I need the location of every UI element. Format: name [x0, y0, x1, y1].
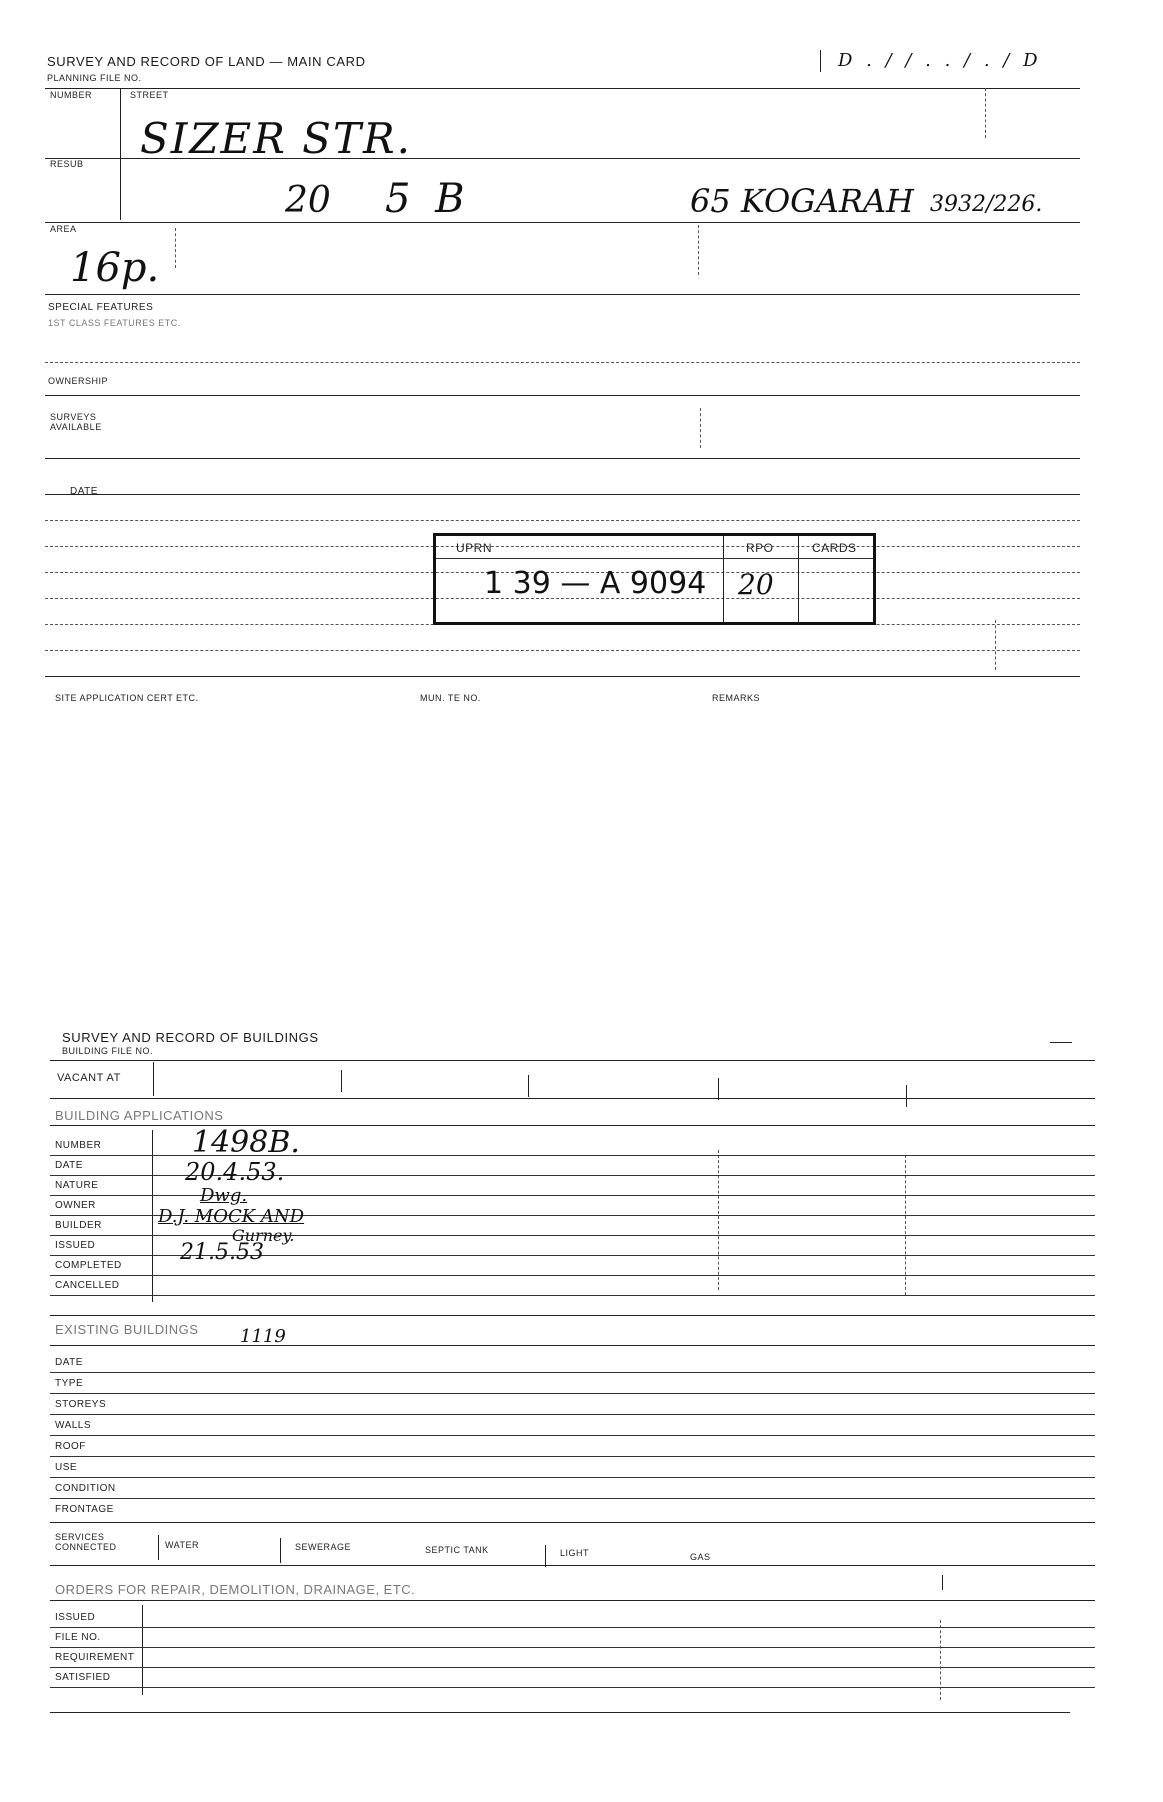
surveys-rule [45, 395, 1080, 396]
divider [280, 1538, 281, 1563]
divider [158, 1535, 159, 1560]
ba-completed-label: COMPLETED [55, 1260, 122, 1271]
street-name: SIZER STR. [140, 114, 412, 163]
septic-tank-label: SEPTIC TANK [425, 1545, 489, 1555]
cards-label: CARDS [812, 541, 857, 555]
header-rule [45, 88, 1080, 89]
ba-date-value: 20.4.53. [185, 1158, 285, 1186]
ba-owner2-value: Gurney. [232, 1226, 295, 1245]
date-section-rule [45, 458, 1080, 459]
uprn-label: UPRN [456, 541, 493, 555]
divider [700, 408, 701, 448]
uprn-divider [723, 536, 724, 622]
uprn-value: 1 39 — A 9094 [484, 566, 707, 601]
services-rule [50, 1565, 1095, 1566]
rpo-label: RPO [746, 541, 774, 555]
roof-label: ROOF [55, 1441, 86, 1452]
ex-row [50, 1372, 1095, 1373]
resub-rule [45, 158, 1080, 159]
site-notes-label: SITE APPLICATION CERT ETC. [55, 693, 199, 703]
surveys-available-label: SURVEYS AVAILABLE [50, 412, 102, 432]
orders-label: ORDERS FOR REPAIR, DEMOLITION, DRAINAGE, ETC. [55, 1582, 416, 1597]
rpo-divider [798, 536, 799, 622]
divider [995, 620, 996, 670]
special-features-label: SPECIAL FEATURES [48, 302, 154, 313]
existing-rule [50, 1345, 1095, 1346]
ba-number-label: NUMBER [55, 1140, 102, 1151]
parish-folio: 65 KOGARAH [690, 182, 914, 220]
ex-row [50, 1456, 1095, 1457]
ba-builder-label: BUILDER [55, 1220, 102, 1231]
gas-label: GAS [690, 1552, 711, 1562]
record-row [45, 650, 1080, 651]
record-row [45, 520, 1080, 521]
card-reference-number: D . / / . . / . / D [838, 50, 1042, 71]
requirement-label: REQUIREMENT [55, 1652, 135, 1663]
remarks-label: REMARKS [712, 693, 761, 703]
existing-buildings-value: 1119 [240, 1326, 286, 1347]
date-label: DATE [70, 486, 98, 497]
ex-row [50, 1414, 1095, 1415]
number-column-divider [120, 88, 121, 220]
use-label: USE [55, 1462, 78, 1473]
ba-owner-value: D.J. MOCK AND [158, 1206, 305, 1227]
divider [698, 225, 699, 275]
divider [718, 1150, 719, 1290]
sewerage-label: SEWERAGE [295, 1542, 352, 1552]
divider [940, 1620, 941, 1700]
services-connected-label: SERVICES CONNECTED [55, 1532, 117, 1552]
record-bottom-rule [45, 676, 1080, 677]
ba-date-label: DATE [55, 1160, 83, 1171]
ownership-label: OWNERSHIP [48, 376, 109, 386]
divider [905, 1155, 906, 1295]
orders-row [50, 1687, 1095, 1688]
date-header-rule [45, 494, 1080, 495]
land-card-title: SURVEY AND RECORD OF LAND — MAIN CARD [47, 54, 366, 69]
number-label: NUMBER [50, 90, 93, 100]
resub-label: RESUB [50, 159, 84, 169]
divider [942, 1575, 943, 1590]
ba-row [50, 1295, 1095, 1296]
street-label: STREET [130, 90, 169, 100]
lot-number: 20 [285, 180, 331, 221]
divider [906, 1085, 907, 1107]
uprn-header-rule [436, 558, 873, 559]
building-file-rule [50, 1060, 1095, 1061]
ba-owner-label: OWNER [55, 1200, 96, 1211]
orders-row [50, 1647, 1095, 1648]
ex-row [50, 1393, 1095, 1394]
ba-nature-label: NATURE [55, 1180, 99, 1191]
section-number: 5 B [385, 176, 471, 222]
ba-number-value: 1498B. [192, 1125, 300, 1160]
label-column-divider [142, 1605, 143, 1695]
walls-label: WALLS [55, 1420, 92, 1431]
orders-row [50, 1627, 1095, 1628]
ba-row [50, 1235, 1095, 1236]
divider [718, 1078, 719, 1100]
condition-label: CONDITION [55, 1483, 116, 1494]
ba-issued-label: ISSUED [55, 1240, 96, 1251]
storeys-label: STOREYS [55, 1399, 107, 1410]
area-rule [45, 222, 1080, 223]
ex-bottom-rule [50, 1522, 1095, 1523]
divider [175, 228, 176, 268]
orders-bottom-rule [50, 1712, 1070, 1713]
ba-nature-value: Dwg. [200, 1185, 248, 1206]
ex-row [50, 1477, 1095, 1478]
buildings-card-title: SURVEY AND RECORD OF BUILDINGS [62, 1030, 319, 1045]
ex-row [50, 1435, 1095, 1436]
orders-row [50, 1667, 1095, 1668]
ex-row [50, 1498, 1095, 1499]
type-label: TYPE [55, 1378, 84, 1389]
building-applications-label: BUILDING APPLICATIONS [55, 1108, 224, 1123]
building-file-label: BUILDING FILE NO. [62, 1046, 154, 1056]
mute-notes-label: MUN. TE NO. [420, 693, 481, 703]
ex-date-label: DATE [55, 1357, 83, 1368]
orders-issued-label: ISSUED [55, 1612, 96, 1623]
title-reference: 3932/226. [930, 192, 1043, 217]
vacant-at-label: VACANT AT [57, 1072, 121, 1084]
area-label: AREA [50, 224, 77, 234]
ownership-rule [45, 362, 1080, 363]
ba-bottom-rule [50, 1315, 1095, 1316]
file-no-label: FILE NO. [55, 1632, 101, 1643]
ba-cancelled-label: CANCELLED [55, 1280, 120, 1291]
divider [545, 1545, 546, 1567]
divider [153, 1062, 154, 1096]
area-value: 16p. [70, 245, 160, 291]
divider [341, 1070, 342, 1092]
class-features-label: 1ST CLASS FEATURES ETC. [48, 318, 181, 328]
orders-rule [50, 1600, 1095, 1601]
light-label: LIGHT [560, 1548, 590, 1558]
vacant-rule [50, 1098, 1095, 1099]
divider [528, 1075, 529, 1097]
divider [1050, 1042, 1072, 1043]
ba-row [50, 1275, 1095, 1276]
uprn-box [433, 533, 876, 625]
rpo-value: 20 [738, 568, 774, 601]
divider [820, 50, 821, 72]
water-label: WATER [165, 1540, 199, 1550]
frontage-label: FRONTAGE [55, 1504, 114, 1515]
ba-issued-value: 21.5.53 [180, 1240, 264, 1265]
features-rule [45, 294, 1080, 295]
planning-file-label: PLANNING FILE NO. [47, 73, 142, 83]
divider [985, 88, 986, 138]
existing-buildings-label: EXISTING BUILDINGS [55, 1322, 199, 1337]
satisfied-label: SATISFIED [55, 1672, 111, 1683]
